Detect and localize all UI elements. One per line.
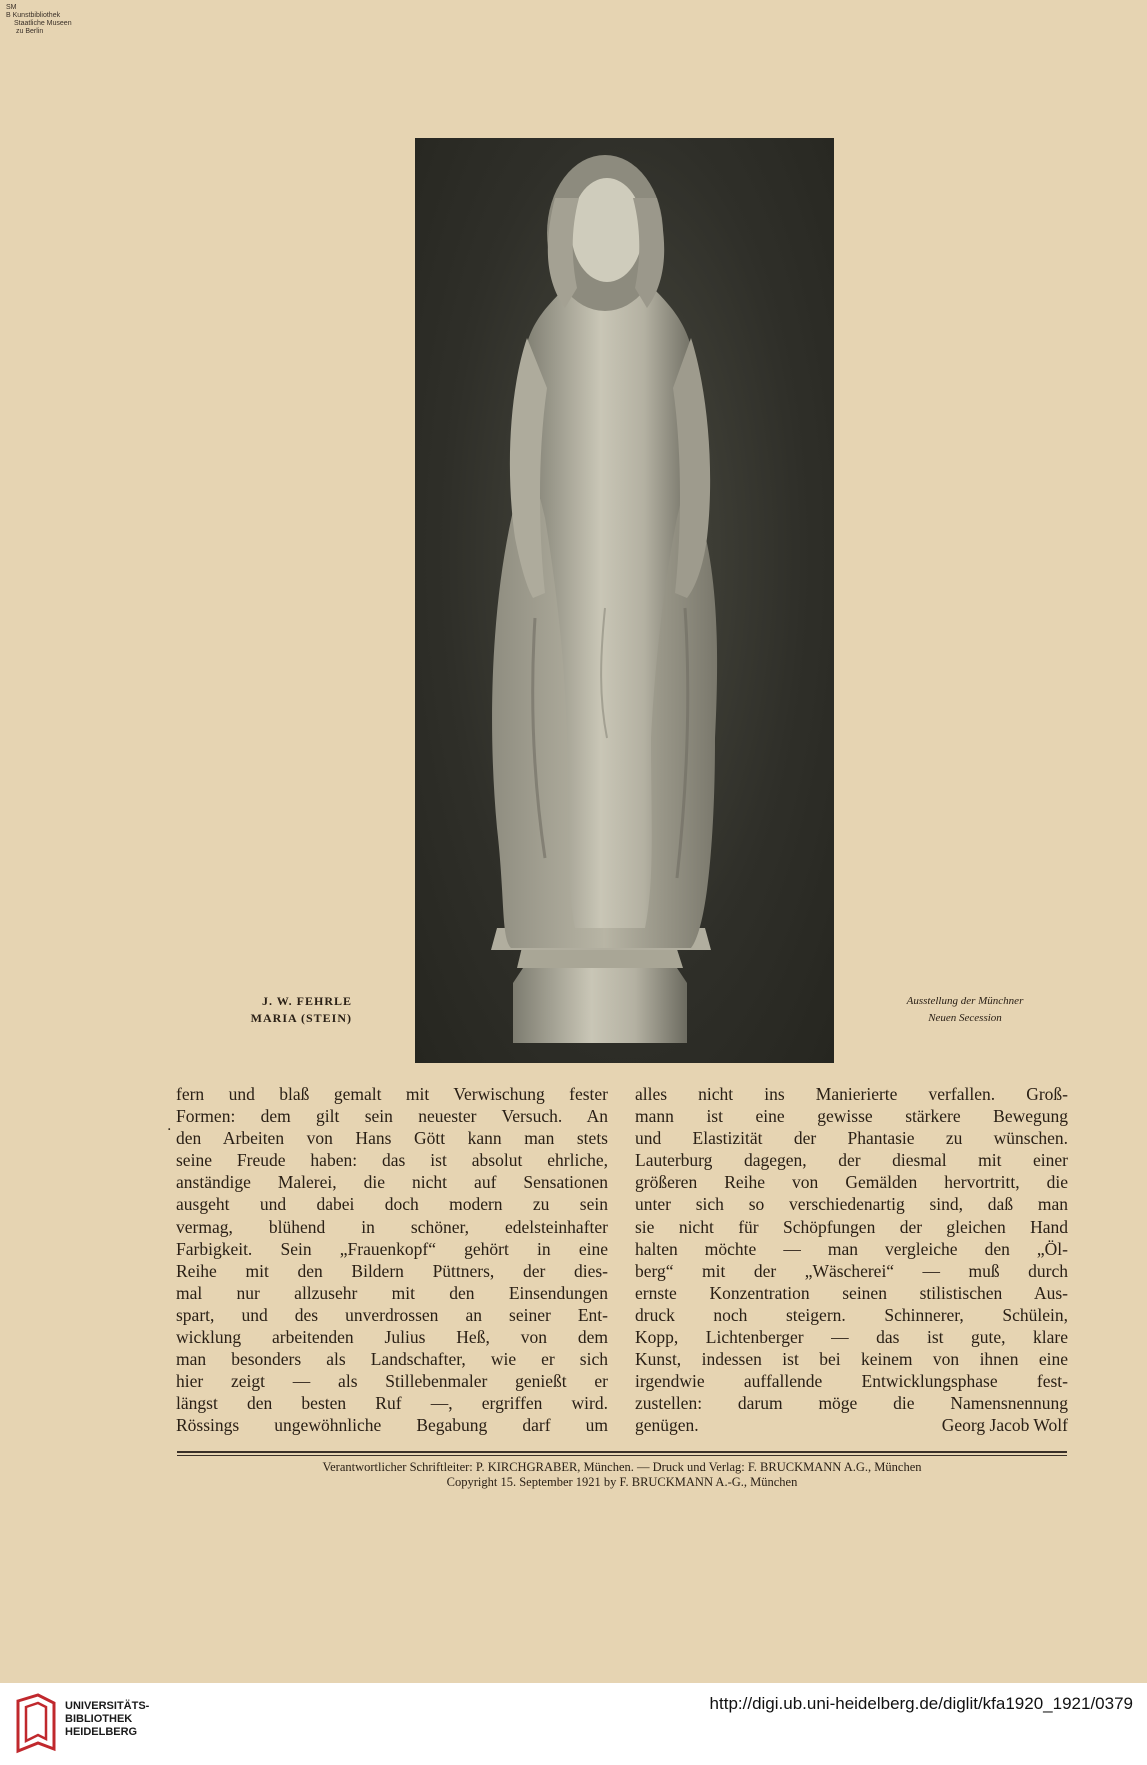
viewer-footer: [0, 1683, 1147, 1765]
exhibition-line-2: Neuen Secession: [928, 1012, 1002, 1024]
article-line: berg“ mit der „Wäscherei“ — muß durch: [635, 1260, 1068, 1281]
library-stamp: [6, 4, 72, 36]
article-line: irgendwie auffallende Entwicklungsphase fest-: [635, 1371, 1068, 1392]
article-line: zustellen: darum möge die Namensnennung: [635, 1393, 1068, 1414]
article-line: druck noch steigern. Schinnerer, Schülein,: [635, 1304, 1068, 1325]
article-line: und Elastizität der Phantasie zu wünschen.: [635, 1128, 1068, 1149]
stamp-line: SM: [6, 4, 17, 11]
sculpture-image: [415, 138, 834, 1063]
stamp-line: Staatliche Museen: [14, 20, 72, 27]
permalink-url[interactable]: http://digi.ub.uni-heidelberg.de/diglit/kfa1920_1921/0379: [709, 1694, 1133, 1713]
article-line: mal nur allzusehr mit den Einsendungen: [176, 1282, 608, 1303]
library-name-line-1: UNIVERSITÄTS-: [65, 1700, 150, 1712]
article-line: ausgeht und dabei doch modern zu sein: [176, 1194, 608, 1215]
article-line: längst den besten Ruf —, ergriffen wird.: [176, 1393, 608, 1414]
article-line: Formen: dem gilt sein neuester Versuch. An: [176, 1106, 608, 1127]
article-line: anständige Malerei, die nicht auf Sensationen: [176, 1172, 608, 1193]
sculpture-photograph: [415, 138, 834, 1063]
imprint-rule-thin: [177, 1455, 1067, 1456]
article-line: seine Freude haben: das ist absolut ehrliche,: [176, 1150, 608, 1171]
imprint-line-2: Copyright 15. September 1921 by F. BRUCKMANN A.-G., München: [446, 1475, 798, 1489]
article-line: ernste Konzentration seinen stilistischen Aus-: [635, 1282, 1068, 1303]
author-signature: Georg Jacob Wolf: [941, 1415, 1068, 1436]
article-line: Rössings ungewöhnliche Begabung darf um: [176, 1415, 608, 1436]
artwork-title: MARIA (STEIN): [250, 1011, 352, 1025]
stamp-line: B Kunstbibliothek: [6, 12, 61, 19]
library-name: [65, 1700, 149, 1739]
article-line: Farbigkeit. Sein „Frauenkopf“ gehört in eine: [176, 1238, 608, 1259]
library-name-line-2: BIBLIOTHEK: [65, 1713, 133, 1725]
article-line: wicklung arbeitenden Julius Heß, von dem: [176, 1327, 608, 1348]
article-line: den Arbeiten von Hans Gött kann man stets: [176, 1128, 608, 1149]
article-line: alles nicht ins Manierierte verfallen. Groß-: [635, 1084, 1068, 1104]
margin-mark: .: [167, 1118, 172, 1134]
article-column-right: [635, 1083, 1068, 1437]
article-column-left: [176, 1083, 608, 1437]
exhibition-line-1: Ausstellung der Münchner: [906, 995, 1024, 1007]
article-line: spart, und des unverdrossen an seiner Ent-: [176, 1304, 608, 1325]
article-line: größeren Reihe von Gemälden hervortritt, die: [635, 1172, 1068, 1193]
artist-name: J. W. FEHRLE: [261, 994, 352, 1008]
article-line: Reihe mit den Bildern Püttners, der dies-: [176, 1260, 608, 1281]
article-line: halten möchte — man vergleiche den „Öl-: [635, 1238, 1068, 1259]
article-line: Lauterburg dagegen, der diesmal mit einer: [635, 1150, 1068, 1171]
article-line: sie nicht für Schöpfungen der gleichen Hand: [635, 1216, 1068, 1237]
article-line: mann ist eine gewisse stärkere Bewegung: [635, 1106, 1068, 1127]
article-line: genügen.: [635, 1415, 699, 1436]
imprint-line-1: Verantwortlicher Schriftleiter: P. KIRCHGRABER, München. — Druck und Verlag: F. BRUCKMANN A.G., München: [322, 1460, 922, 1474]
article-line: unter sich so verschiedenartig sind, daß man: [635, 1194, 1068, 1215]
article-line: fern und blaß gemalt mit Verwischung fester: [176, 1084, 608, 1104]
imprint: [177, 1460, 1067, 1490]
article-line: vermag, blühend in schöner, edelsteinhafter: [176, 1216, 608, 1237]
article-line: man besonders als Landschafter, wie er sich: [176, 1349, 608, 1370]
stamp-line: zu Berlin: [16, 28, 44, 35]
library-name-line-3: HEIDELBERG: [65, 1726, 138, 1738]
imprint-rule: [177, 1451, 1067, 1453]
figure-caption-artist: [216, 993, 352, 1027]
article-line: hier zeigt — als Stillebenmaler genießt er: [176, 1371, 608, 1392]
library-logo-icon: [14, 1693, 58, 1755]
article-line: Kunst, indessen ist bei keinem von ihnen eine: [635, 1349, 1068, 1370]
figure-caption-exhibition: [870, 993, 1060, 1027]
article-line: Kopp, Lichtenberger — das ist gute, klare: [635, 1327, 1068, 1348]
closing-line: [635, 1414, 1068, 1436]
